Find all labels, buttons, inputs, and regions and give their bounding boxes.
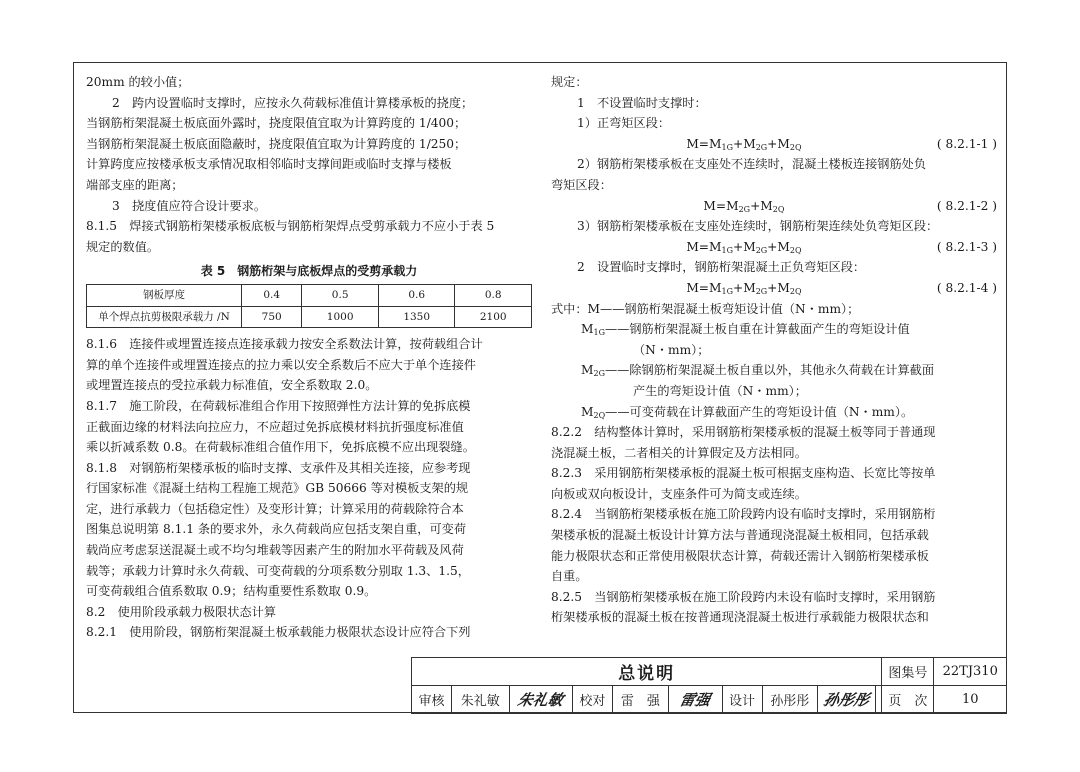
table-row — [87, 306, 532, 328]
text-line: 能力极限状态和正常使用极限状态计算，荷载还需计入钢筋桁架楼承板 — [551, 548, 929, 563]
text-line: 8.1.8 对钢筋桁架楼承板的临时支撑、支承件及其相关连接，应参考现 — [86, 460, 471, 475]
text-line: 8.2.3 采用钢筋桁架楼承板的混凝土板可根据支座构造、长宽比等按单 — [551, 466, 936, 481]
text-line: 3 挠度值应符合设计要求。 — [112, 198, 267, 213]
atlas-label: 图集号 — [882, 658, 934, 686]
check-label: 校对 — [572, 686, 612, 714]
text-line: 当钢筋桁架混凝土板底面隐蔽时，挠度限值宜取为计算跨度的 1/250； — [86, 136, 467, 151]
text-line: $M_{1G}——$钢筋桁架混凝土板自重在计算截面产生的弯矩设计值 — [581, 322, 910, 338]
left-column — [86, 72, 532, 643]
text-line: 产生的弯矩设计值（N・mm）； — [633, 383, 807, 398]
equation-8-2-1-3: $M=M_{1G}+M_{2G}+M_{2Q}$ ( 8.2.1-3 ) — [551, 237, 997, 258]
atlas-number: 22TJ310 — [934, 658, 1007, 686]
table-cell: 1000 — [302, 306, 379, 328]
text-line: 行国家标准《混凝土结构工程施工规范》GB 50666 等对模板支架的规 — [86, 481, 469, 496]
text-line: 8.2.5 当钢筋桁架楼承板在施工阶段跨内未设有临时支撑时，采用钢筋 — [551, 589, 936, 604]
review-label: 审核 — [412, 686, 452, 714]
title-block — [411, 657, 1007, 713]
text-line: （N・mm）； — [633, 342, 710, 357]
text-line: 载等；承载力计算时永久荷载、可变荷载的分项系数分别取 1.3、1.5， — [86, 563, 470, 578]
text-line: 算的单个连接件或埋置连接点的拉力乘以安全系数后不应大于单个连接件 — [86, 357, 476, 372]
text-line: 2 跨内设置临时支撑时，应按永久荷载标准值计算楼承板的挠度； — [112, 95, 474, 110]
checker-signature: 雷强 — [668, 686, 722, 714]
table-header-cell: 0.5 — [302, 284, 379, 306]
text-line: 端部支座的距离； — [86, 177, 184, 192]
text-line: 8.1.5 焊接式钢筋桁架楼承板底板与钢筋桁架焊点受剪承载力不应小于表 5 — [86, 219, 495, 234]
equation-number: ( 8.2.1-2 ) — [936, 198, 997, 213]
section-heading: 8.2 使用阶段承载力极限状态计算 — [86, 604, 277, 619]
text-line: 规定： — [551, 75, 588, 89]
text-line: $M_{2G}——$除钢筋桁架混凝土板自重以外，其他永久荷载在计算截面 — [581, 363, 935, 379]
table5-title: 表 5 钢筋桁架与底板焊点的受剪承载力 — [200, 264, 418, 279]
text-line: 或埋置连接点的受拉承载力标准值，安全系数取 2.0。 — [86, 378, 378, 393]
text-line: 8.2.4 当钢筋桁架楼承板在施工阶段跨内设有临时支撑时，采用钢筋桁 — [551, 507, 936, 522]
table-header-cell: 0.8 — [455, 284, 532, 306]
text-line: 2 设置临时支撑时，钢筋桁架混凝土正负弯矩区段： — [577, 260, 866, 275]
drawing-title: 总说明 — [412, 658, 882, 686]
text-line: 8.2.2 结构整体计算时，采用钢筋桁架楼承板的混凝土板等同于普通现 — [551, 425, 936, 440]
equation-number: ( 8.2.1-1 ) — [936, 136, 997, 151]
table-cell: 单个焊点抗剪极限承载力 /N — [87, 306, 242, 328]
text-line: 计算跨度应按楼承板支承情况取相邻临时支撑间距或临时支撑与楼板 — [86, 157, 452, 172]
text-line: 可变荷载组合值系数取 0.9；结构重要性系数取 0.9。 — [86, 584, 377, 599]
text-line: 正截面边缘的材料法向拉应力，不应超过免拆底模材料抗折强度标准值 — [86, 419, 464, 434]
right-column — [551, 72, 997, 628]
text-line: 8.1.7 施工阶段，在荷载标准组合作用下按照弹性方法计算的免拆底模 — [86, 398, 471, 413]
designer-name: 孙彤彤 — [762, 686, 818, 714]
table-cell: 1350 — [378, 306, 455, 328]
text-line: 乘以折减系数 0.8。在荷载标准组合值作用下，免拆底模不应出现裂缝。 — [86, 440, 475, 455]
text-line: 定，进行承载力（包括稳定性）及变形计算；计算采用的荷载除符合本 — [86, 501, 464, 516]
text-line: 架楼承板的混凝土板设计计算方法与普通现浇混凝土板相同，包括承载 — [551, 528, 929, 543]
table-header-cell: 0.4 — [242, 284, 302, 306]
text-line: 浇混凝土板，二者相关的计算假定及方法相同。 — [551, 445, 807, 460]
reviewer-name: 朱礼敏 — [452, 686, 509, 714]
equation-number: ( 8.2.1-4 ) — [936, 280, 997, 295]
text-line: 8.1.6 连接件或埋置连接点连接承载力按安全系数法计算，按荷载组合计 — [86, 337, 483, 352]
text-line: 图集总说明第 8.1.1 条的要求外，永久荷载尚应包括支架自重，可变荷 — [86, 522, 467, 537]
equation-8-2-1-2: $M=M_{2G}+M_{2Q}$ ( 8.2.1-2 ) — [551, 196, 997, 217]
text-line: 20mm 的较小值； — [86, 75, 190, 89]
text-line: 当钢筋桁架混凝土板底面外露时，挠度限值宜取为计算跨度的 1/400； — [86, 116, 467, 131]
design-label: 设计 — [722, 686, 762, 714]
equation-number: ( 8.2.1-3 ) — [936, 239, 997, 254]
text-line: 载尚应考虑泵送混凝土或不均匀堆载等因素产生的附加水平荷载及风荷 — [86, 543, 464, 558]
text-line: 式中：M——钢筋桁架混凝土板弯矩设计值（N・mm）； — [551, 301, 860, 316]
table-cell: 750 — [242, 306, 302, 328]
text-line: 2）钢筋桁架楼承板在支座处不连续时，混凝土楼板连接钢筋处负 — [577, 157, 927, 172]
text-line: 1）正弯矩区段： — [577, 116, 671, 131]
text-line: 桁架楼承板的混凝土板在按普通现浇混凝土板进行承载能力极限状态和 — [551, 610, 929, 625]
text-line: 3）钢筋桁架楼承板在支座处连续时，钢筋桁架连续处负弯矩区段： — [577, 219, 939, 234]
table-header-cell: 0.6 — [378, 284, 455, 306]
table-header-cell: 钢板厚度 — [87, 284, 242, 306]
text-line: 自重。 — [551, 569, 588, 584]
equation-8-2-1-4: $M=M_{1G}+M_{2G}+M_{2Q}$ ( 8.2.1-4 ) — [551, 278, 997, 299]
text-line: 弯矩区段： — [551, 177, 612, 192]
table5 — [86, 284, 532, 328]
text-line: 8.2.1 使用阶段，钢筋桁架混凝土板承载能力极限状态设计应符合下列 — [86, 625, 471, 640]
table-row — [87, 284, 532, 306]
page-label: 页 次 — [882, 686, 934, 714]
text-line: 1 不设置临时支撑时： — [577, 95, 707, 110]
reviewer-signature: 朱礼敏 — [509, 686, 572, 714]
designer-signature: 孙彤彤 — [818, 686, 876, 714]
page-number: 10 — [934, 686, 1007, 714]
text-line: 规定的数值。 — [86, 239, 160, 254]
checker-name: 雷 强 — [612, 686, 668, 714]
table-cell: 2100 — [455, 306, 532, 328]
text-line: $M_{2Q}——$可变荷载在计算截面产生的弯矩设计值（N・mm）。 — [581, 404, 914, 420]
equation-8-2-1-1: $M=M_{1G}+M_{2G}+M_{2Q}$ ( 8.2.1-1 ) — [551, 134, 997, 155]
text-line: 向板或双向板设计，支座条件可为简支或连续。 — [551, 486, 807, 501]
